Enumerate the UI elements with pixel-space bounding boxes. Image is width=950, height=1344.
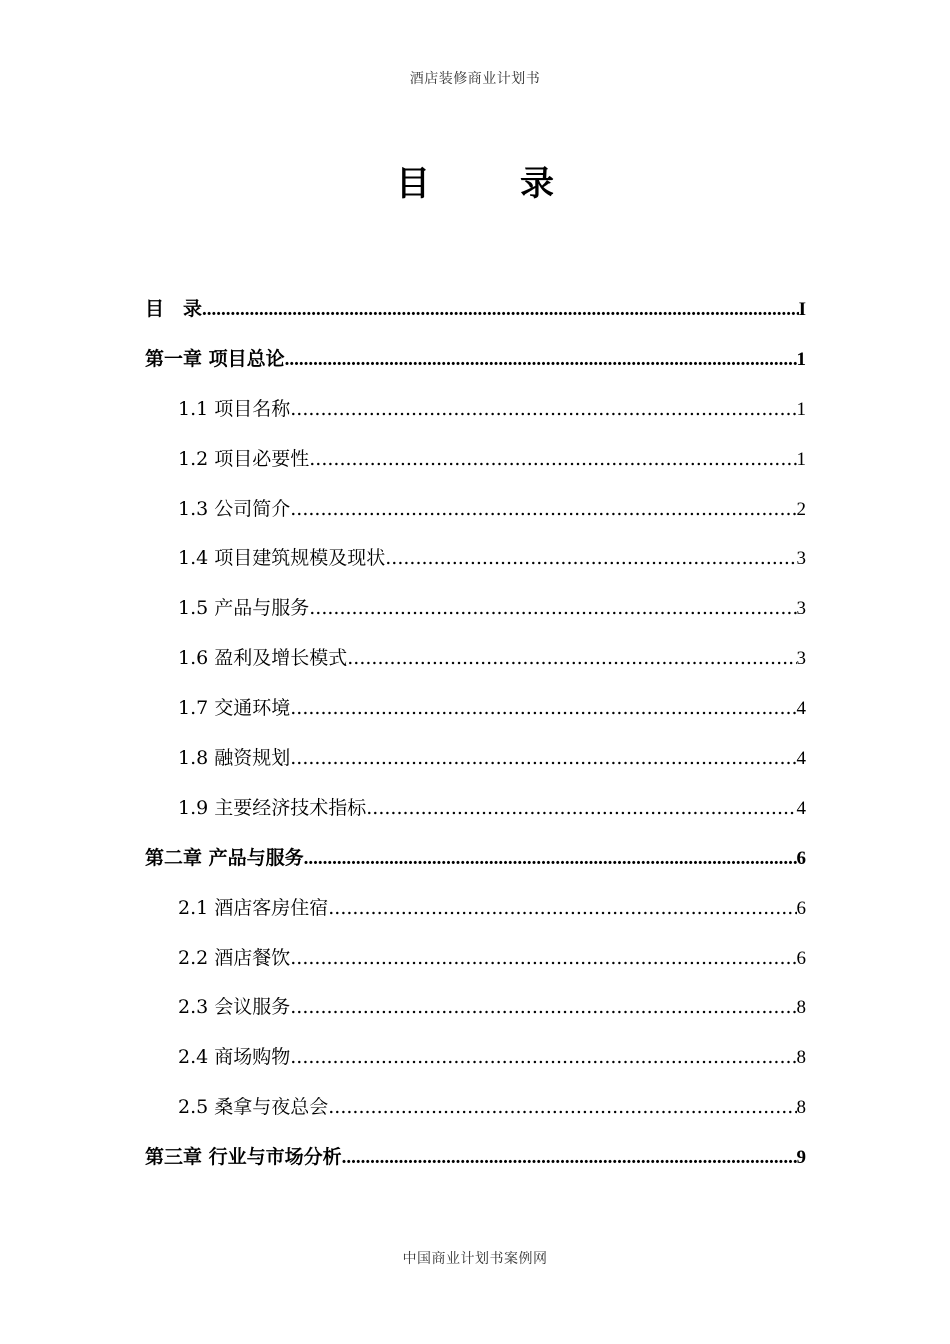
toc-entry-page: 1 bbox=[796, 448, 806, 470]
toc-entry[interactable] bbox=[145, 789, 806, 839]
toc-entry[interactable] bbox=[145, 490, 806, 540]
toc-leader-dots bbox=[290, 689, 796, 727]
toc-entry-label: 1.5 产品与服务 bbox=[178, 597, 310, 620]
toc-entry[interactable] bbox=[145, 290, 806, 340]
toc-entry[interactable] bbox=[145, 839, 806, 889]
toc-leader-dots bbox=[290, 988, 796, 1026]
toc-entry[interactable] bbox=[145, 1138, 806, 1188]
toc-entry[interactable] bbox=[145, 988, 806, 1038]
toc-entry-label: 2.4 商场购物 bbox=[178, 1046, 291, 1069]
toc-entry[interactable] bbox=[145, 1038, 806, 1088]
toc-entry-page: 3 bbox=[796, 548, 806, 570]
toc-entry-label: 2.5 桑拿与夜总会 bbox=[178, 1096, 329, 1119]
toc-entry-page: I bbox=[798, 299, 806, 320]
toc-entry-label: 1.6 盈利及增长模式 bbox=[178, 647, 348, 670]
toc-entry[interactable] bbox=[145, 589, 806, 639]
toc-entry-page: 3 bbox=[796, 648, 806, 670]
toc-entry-page: 8 bbox=[796, 997, 806, 1019]
toc-entry-label: 1.2 项目必要性 bbox=[178, 447, 310, 470]
toc-entry-page: 4 bbox=[796, 748, 806, 770]
toc-entry-page: 8 bbox=[796, 1097, 806, 1119]
toc-entry-label: 目 录 bbox=[145, 298, 203, 320]
toc-entry-label: 2.2 酒店餐饮 bbox=[178, 946, 291, 969]
toc-entry[interactable] bbox=[145, 739, 806, 789]
toc-entry[interactable] bbox=[145, 639, 806, 689]
toc-leader-dots bbox=[290, 939, 796, 977]
toc-leader-dots bbox=[309, 589, 796, 627]
toc-entry-page: 1 bbox=[796, 348, 806, 370]
toc-entry-label: 2.1 酒店客房住宿 bbox=[178, 896, 329, 919]
toc-entry-label: 1.9 主要经济技术指标 bbox=[178, 796, 367, 819]
toc-leader-dots bbox=[290, 1038, 796, 1076]
toc-leader-dots bbox=[304, 839, 797, 878]
toc-entry-label: 1.1 项目名称 bbox=[178, 397, 291, 420]
toc-entry-label: 第二章 产品与服务 bbox=[145, 846, 304, 869]
toc-entry[interactable] bbox=[145, 689, 806, 739]
page-title: 目 录 bbox=[396, 164, 582, 204]
toc-leader-dots bbox=[290, 490, 796, 528]
toc-entry-page: 3 bbox=[796, 598, 806, 620]
toc-leader-dots bbox=[290, 739, 796, 777]
toc-entry-page: 2 bbox=[796, 498, 806, 520]
toc-entry-label: 第一章 项目总论 bbox=[145, 347, 285, 370]
toc-entry[interactable] bbox=[145, 340, 806, 390]
toc-entry-label: 1.7 交通环境 bbox=[178, 697, 291, 720]
table-of-contents bbox=[145, 290, 806, 1188]
toc-entry-page: 8 bbox=[796, 1047, 806, 1069]
toc-entry[interactable] bbox=[145, 539, 806, 589]
toc-leader-dots bbox=[366, 789, 796, 827]
toc-entry-page: 9 bbox=[796, 1147, 806, 1169]
page-footer: 中国商业计划书案例网 bbox=[402, 1251, 548, 1267]
toc-entry-label: 第三章 行业与市场分析 bbox=[145, 1146, 342, 1169]
toc-entry-page: 6 bbox=[796, 847, 806, 869]
toc-entry-label: 1.8 融资规划 bbox=[178, 747, 291, 770]
toc-entry[interactable] bbox=[145, 939, 806, 989]
toc-leader-dots bbox=[309, 440, 796, 478]
toc-leader-dots bbox=[347, 639, 796, 677]
toc-leader-dots bbox=[328, 889, 796, 927]
toc-leader-dots bbox=[328, 1088, 796, 1126]
toc-leader-dots bbox=[290, 390, 796, 428]
toc-entry[interactable] bbox=[145, 889, 806, 939]
toc-leader-dots bbox=[202, 290, 799, 329]
toc-leader-dots bbox=[342, 1138, 797, 1177]
toc-entry-label: 1.4 项目建筑规模及现状 bbox=[178, 547, 386, 570]
toc-entry[interactable] bbox=[145, 440, 806, 490]
toc-entry[interactable] bbox=[145, 1088, 806, 1138]
toc-entry-label: 1.3 公司简介 bbox=[178, 497, 291, 520]
toc-entry-page: 4 bbox=[796, 797, 806, 819]
toc-entry-page: 1 bbox=[796, 398, 806, 420]
toc-entry-page: 6 bbox=[796, 947, 806, 969]
toc-entry-page: 4 bbox=[796, 698, 806, 720]
page-header: 酒店装修商业计划书 bbox=[409, 71, 541, 87]
toc-leader-dots bbox=[285, 340, 797, 379]
toc-leader-dots bbox=[385, 539, 796, 577]
toc-entry[interactable] bbox=[145, 390, 806, 440]
toc-entry-label: 2.3 会议服务 bbox=[178, 996, 291, 1019]
toc-entry-page: 6 bbox=[796, 897, 806, 919]
